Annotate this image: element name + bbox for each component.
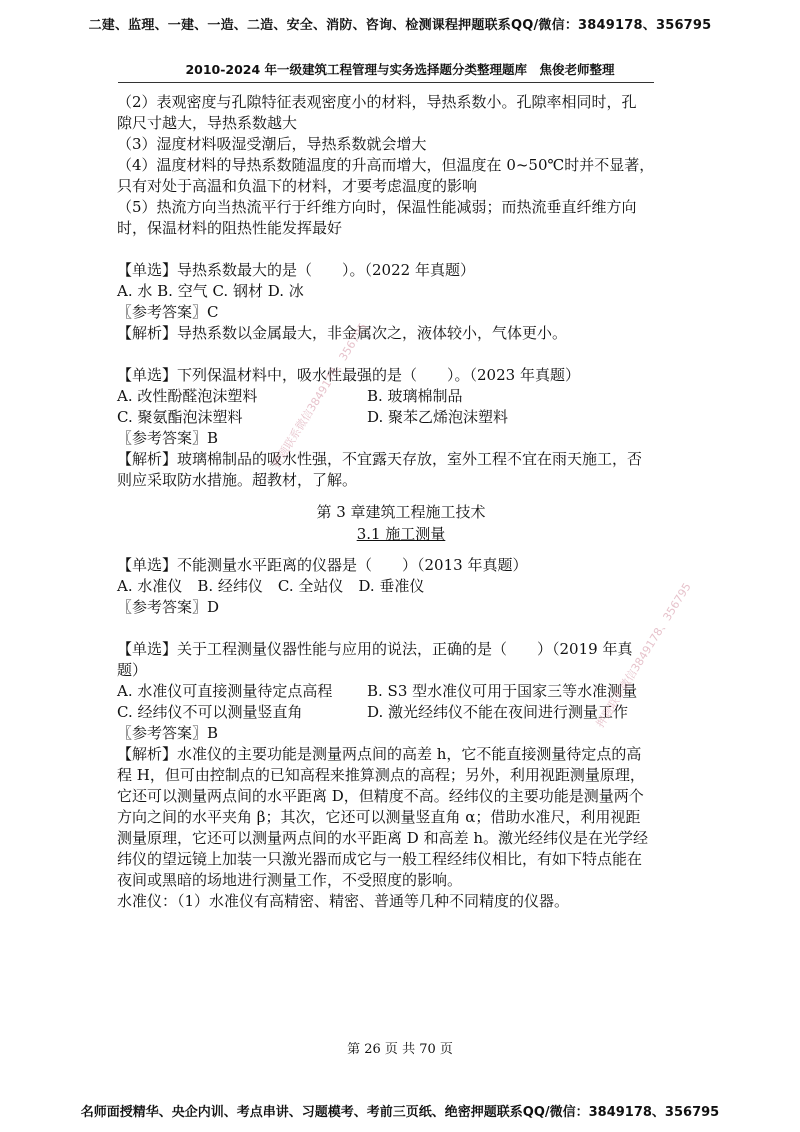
question-analysis: 【解析】玻璃棉制品的吸水性强，不宜露天存放，室外工程不宜在雨天施工，否 [117, 450, 643, 468]
question-analysis-cont: 则应采取防水措施。超教材，了解。 [117, 471, 358, 489]
analysis-line: 【解析】水准仪的主要功能是测量两点间的高差 h，它不能直接测量待定点的高 [117, 745, 642, 763]
question-answer: 〖参考答案〗B [117, 724, 219, 742]
intro-paragraph-5: （5）热流方向当热流平行于纤维方向时，保温性能减弱；而热流垂直纤维方向 [117, 198, 637, 216]
analysis-line: 方向之间的水平夹角 β；其次，它还可以测量竖直角 α；借助水准尺，利用视距 [117, 808, 641, 826]
analysis-line: 夜间或黑暗的场地进行测量工作，不受照度的影响。 [117, 871, 463, 889]
question-stem: 【单选】关于工程测量仪器性能与应用的说法，正确的是（ ）（2019 年真 [117, 640, 633, 658]
options-row [117, 386, 685, 407]
spacer [117, 491, 685, 501]
page-number: 第 26 页 共 70 页 [347, 1042, 453, 1057]
option-c: C. 经纬仪不可以测量竖直角 [117, 703, 303, 721]
analysis-line: 水准仪：（1）水准仪有高精密、精密、普通等几种不同精度的仪器。 [117, 892, 570, 910]
spacer [117, 239, 685, 260]
question-analysis: 【解析】导热系数以金属最大，非金属次之，液体较小，气体更小。 [117, 324, 568, 342]
question-answer: 〖参考答案〗D [117, 598, 220, 616]
bottom-banner: 名师面授精华、央企内训、考点串讲、习题模考、考前三页纸、绝密押题联系QQ/微信：3849178、356795 [80, 1105, 720, 1120]
option-a: A. 水准仪可直接测量待定点高程 [117, 682, 333, 700]
section-title: 3.1 施工测量 [356, 525, 446, 543]
option-d: D. 聚苯乙烯泡沫塑料 [367, 408, 509, 426]
intro-paragraph-3: （3）湿度材料吸湿受潮后，导热系数就会增大 [117, 135, 427, 153]
top-banner: 二建、监理、一建、一造、二造、安全、消防、咨询、检测课程押题联系QQ/微信：3849178、356795 [88, 18, 712, 33]
analysis-line: 程 H，但可由控制点的已知高程来推算测点的高程；另外，利用视距测量原理， [117, 766, 645, 784]
question-options: A. 水准仪 B. 经纬仪 C. 全站仪 D. 垂准仪 [117, 577, 425, 595]
question-answer: 〖参考答案〗B [117, 429, 219, 447]
question-options: A. 水 B. 空气 C. 钢材 D. 冰 [117, 282, 304, 300]
watermark: 押题联系微信3849178、356795 [269, 320, 370, 470]
question-answer: 〖参考答案〗C [117, 303, 219, 321]
watermark: 押题联系微信3849178、356795 [593, 580, 694, 730]
intro-paragraph-2-cont: 隙尺寸越大，导热系数越大 [117, 114, 298, 132]
spacer [117, 344, 685, 365]
options-row [117, 681, 685, 702]
intro-paragraph-2: （2）表观密度与孔隙特征表观密度小的材料，导热系数小。孔隙率相同时，孔 [117, 93, 637, 111]
analysis-line: 纬仪的望远镜上加装一只激光器而成它与一般工程经纬仪相比，有如下特点能在 [117, 850, 643, 868]
question-stem: 【单选】不能测量水平距离的仪器是（ ）（2013 年真题） [117, 556, 528, 574]
intro-paragraph-5-cont: 时，保温材料的阻热性能发挥最好 [117, 219, 343, 237]
page-header: 2010-2024 年一级建筑工程管理与实务选择题分类整理题库 焦俊老师整理 [185, 62, 615, 77]
analysis-line: 测量原理，它还可以测量两点间的水平距离 D 和高差 h。激光经纬仪是在光学经 [117, 829, 648, 847]
question-block-1 [117, 260, 685, 344]
document-body [117, 92, 685, 912]
option-b: B. 玻璃棉制品 [367, 387, 463, 405]
question-stem: 【单选】下列保温材料中，吸水性最强的是（ ）。（2023 年真题） [117, 366, 580, 384]
intro-paragraph-4-cont: 只有对处于高温和负温下的材料，才要考虑温度的影响 [117, 177, 478, 195]
question-block-3 [117, 555, 685, 618]
option-d: D. 激光经纬仪不能在夜间进行测量工作 [367, 703, 629, 721]
spacer [117, 618, 685, 639]
analysis-line: 它还可以测量两点间的水平距离 D，但精度不高。经纬仪的主要功能是测量两个 [117, 787, 644, 805]
option-b: B. S3 型水准仪可用于国家三等水准测量 [367, 682, 638, 700]
question-stem: 【单选】导热系数最大的是（ ）。（2022 年真题） [117, 261, 475, 279]
question-stem-cont: 题） [117, 661, 148, 679]
question-block-2 [117, 365, 685, 491]
header-divider [118, 82, 654, 83]
chapter-title: 第 3 章建筑工程施工技术 [316, 503, 486, 521]
option-c: C. 聚氨酯泡沫塑料 [117, 408, 243, 426]
intro-paragraph-4: （4）温度材料的导热系数随温度的升高而增大，但温度在 0~50℃时并不显著， [117, 156, 655, 174]
option-a: A. 改性酚醛泡沫塑料 [117, 387, 258, 405]
options-row [117, 407, 685, 428]
spacer [117, 545, 685, 555]
question-block-4 [117, 639, 685, 912]
